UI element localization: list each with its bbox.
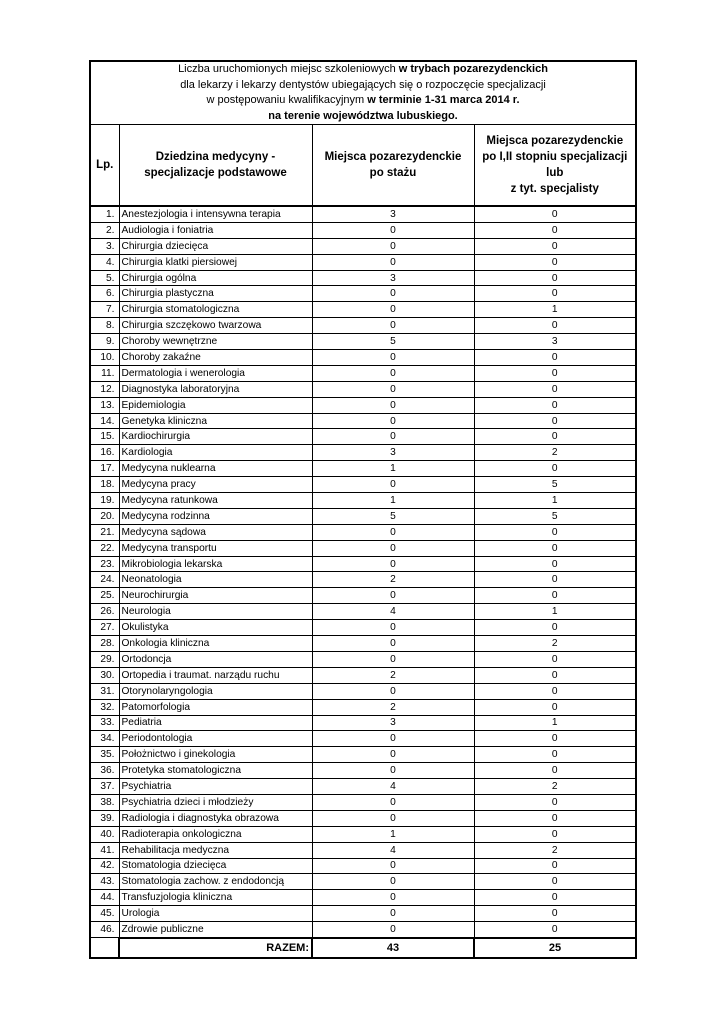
title-line-3-normal: w postępowaniu kwalifikacyjnym <box>206 94 368 106</box>
row-after-internship: 0 <box>312 302 474 318</box>
row-field-name: Neurochirurgia <box>119 588 312 604</box>
table-row <box>90 381 636 397</box>
row-after-specialization: 0 <box>474 318 636 334</box>
row-after-internship: 0 <box>312 540 474 556</box>
row-after-internship: 0 <box>312 747 474 763</box>
row-number: 7. <box>90 302 119 318</box>
row-after-specialization: 0 <box>474 365 636 381</box>
row-number: 32. <box>90 699 119 715</box>
table-row <box>90 620 636 636</box>
table-row <box>90 747 636 763</box>
row-field-name: Epidemiologia <box>119 397 312 413</box>
table-row <box>90 429 636 445</box>
row-field-name: Zdrowie publiczne <box>119 922 312 938</box>
row-field-name: Medycyna sądowa <box>119 524 312 540</box>
row-field-name: Położnictwo i ginekologia <box>119 747 312 763</box>
row-number: 23. <box>90 556 119 572</box>
row-field-name: Rehabilitacja medyczna <box>119 842 312 858</box>
table-row <box>90 715 636 731</box>
row-after-internship: 0 <box>312 413 474 429</box>
table-row <box>90 636 636 652</box>
row-after-specialization: 5 <box>474 508 636 524</box>
row-after-internship: 4 <box>312 604 474 620</box>
row-number: 22. <box>90 540 119 556</box>
row-after-specialization: 0 <box>474 794 636 810</box>
table-row <box>90 667 636 683</box>
table-row <box>90 270 636 286</box>
row-number: 18. <box>90 477 119 493</box>
row-field-name: Kardiochirurgia <box>119 429 312 445</box>
row-number: 3. <box>90 238 119 254</box>
row-after-specialization: 0 <box>474 556 636 572</box>
row-field-name: Kardiologia <box>119 445 312 461</box>
row-number: 26. <box>90 604 119 620</box>
row-number: 24. <box>90 572 119 588</box>
row-after-specialization: 0 <box>474 286 636 302</box>
row-after-internship: 0 <box>312 254 474 270</box>
table-row <box>90 810 636 826</box>
table-row <box>90 906 636 922</box>
row-after-specialization: 0 <box>474 699 636 715</box>
header-col2-line-1: Miejsca pozarezydenckie <box>486 135 624 147</box>
row-after-specialization: 0 <box>474 413 636 429</box>
row-field-name: Medycyna ratunkowa <box>119 493 312 509</box>
row-number: 8. <box>90 318 119 334</box>
row-after-specialization: 0 <box>474 254 636 270</box>
table-row <box>90 572 636 588</box>
table-row <box>90 254 636 270</box>
row-field-name: Mikrobiologia lekarska <box>119 556 312 572</box>
row-after-internship: 0 <box>312 350 474 366</box>
row-number: 38. <box>90 794 119 810</box>
row-number: 45. <box>90 906 119 922</box>
row-after-specialization: 0 <box>474 874 636 890</box>
row-after-internship: 0 <box>312 731 474 747</box>
row-after-internship: 0 <box>312 651 474 667</box>
table-row <box>90 334 636 350</box>
row-field-name: Chirurgia plastyczna <box>119 286 312 302</box>
row-field-name: Chirurgia dziecięca <box>119 238 312 254</box>
row-field-name: Medycyna transportu <box>119 540 312 556</box>
row-after-specialization: 0 <box>474 540 636 556</box>
row-number: 9. <box>90 334 119 350</box>
row-number: 2. <box>90 222 119 238</box>
header-col1-line-1: Miejsca pozarezydenckie <box>324 151 462 163</box>
row-field-name: Dermatologia i wenerologia <box>119 365 312 381</box>
specialization-table-sheet <box>89 60 635 959</box>
total-after-specialization: 25 <box>474 938 636 958</box>
row-after-internship: 1 <box>312 461 474 477</box>
row-after-specialization: 1 <box>474 493 636 509</box>
row-after-specialization: 0 <box>474 922 636 938</box>
row-number: 42. <box>90 858 119 874</box>
row-after-specialization: 2 <box>474 636 636 652</box>
row-after-internship: 3 <box>312 206 474 222</box>
table-row <box>90 508 636 524</box>
total-blank-cell <box>90 938 119 958</box>
row-after-specialization: 0 <box>474 429 636 445</box>
row-after-specialization: 0 <box>474 461 636 477</box>
row-after-internship: 0 <box>312 683 474 699</box>
row-number: 16. <box>90 445 119 461</box>
row-number: 1. <box>90 206 119 222</box>
row-field-name: Transfuzjologia kliniczna <box>119 890 312 906</box>
table-row <box>90 540 636 556</box>
row-after-specialization: 0 <box>474 222 636 238</box>
row-after-specialization: 0 <box>474 270 636 286</box>
table-row <box>90 493 636 509</box>
table-row <box>90 922 636 938</box>
row-after-specialization: 0 <box>474 906 636 922</box>
row-after-specialization: 5 <box>474 477 636 493</box>
header-col1-line-2: po stażu <box>369 167 417 179</box>
row-number: 15. <box>90 429 119 445</box>
row-number: 40. <box>90 826 119 842</box>
row-after-internship: 0 <box>312 588 474 604</box>
row-after-internship: 0 <box>312 874 474 890</box>
row-field-name: Medycyna nuklearna <box>119 461 312 477</box>
row-field-name: Okulistyka <box>119 620 312 636</box>
row-after-internship: 0 <box>312 397 474 413</box>
title-line-3-bold: w terminie 1-31 marca 2014 r. <box>367 94 520 106</box>
row-field-name: Urologia <box>119 906 312 922</box>
row-field-name: Stomatologia zachow. z endodoncją <box>119 874 312 890</box>
row-field-name: Choroby zakaźne <box>119 350 312 366</box>
header-field-line-1: Dziedzina medycyny - <box>155 151 276 163</box>
specialization-table <box>89 60 637 959</box>
row-field-name: Ortodoncja <box>119 651 312 667</box>
title-line-2: dla lekarzy i lekarzy dentystów ubiegających się o rozpoczęcie specjalizacji <box>180 78 546 91</box>
table-row <box>90 206 636 222</box>
row-field-name: Chirurgia klatki piersiowej <box>119 254 312 270</box>
row-field-name: Anestezjologia i intensywna terapia <box>119 206 312 222</box>
row-after-specialization: 1 <box>474 715 636 731</box>
row-after-internship: 3 <box>312 715 474 731</box>
row-field-name: Pediatria <box>119 715 312 731</box>
row-field-name: Protetyka stomatologiczna <box>119 763 312 779</box>
title-line-1-normal: Liczba uruchomionych miejsc szkoleniowych <box>178 63 399 75</box>
row-field-name: Chirurgia szczękowo twarzowa <box>119 318 312 334</box>
total-label: RAZEM: <box>119 938 312 958</box>
row-after-internship: 5 <box>312 334 474 350</box>
row-number: 41. <box>90 842 119 858</box>
row-field-name: Radioterapia onkologiczna <box>119 826 312 842</box>
row-after-internship: 1 <box>312 493 474 509</box>
row-after-specialization: 2 <box>474 779 636 795</box>
header-lp: Lp. <box>90 125 119 207</box>
table-body <box>90 206 636 938</box>
row-after-internship: 2 <box>312 667 474 683</box>
row-field-name: Medycyna rodzinna <box>119 508 312 524</box>
row-after-internship: 2 <box>312 699 474 715</box>
row-field-name: Periodontologia <box>119 731 312 747</box>
row-field-name: Stomatologia dziecięca <box>119 858 312 874</box>
row-number: 37. <box>90 779 119 795</box>
row-number: 36. <box>90 763 119 779</box>
row-number: 30. <box>90 667 119 683</box>
table-row <box>90 763 636 779</box>
row-field-name: Otorynolaryngologia <box>119 683 312 699</box>
row-after-internship: 0 <box>312 365 474 381</box>
table-row <box>90 731 636 747</box>
header-col2-line-4: z tyt. specjalisty <box>510 183 599 195</box>
table-row <box>90 318 636 334</box>
row-field-name: Chirurgia stomatologiczna <box>119 302 312 318</box>
table-row <box>90 238 636 254</box>
header-after-specialization <box>474 125 636 207</box>
row-after-internship: 0 <box>312 906 474 922</box>
title-line-4 <box>91 109 635 125</box>
row-after-specialization: 0 <box>474 238 636 254</box>
row-after-specialization: 0 <box>474 588 636 604</box>
row-after-internship: 0 <box>312 429 474 445</box>
table-row <box>90 699 636 715</box>
header-after-internship <box>312 125 474 207</box>
row-field-name: Psychiatria <box>119 779 312 795</box>
table-row <box>90 651 636 667</box>
row-number: 27. <box>90 620 119 636</box>
row-after-internship: 4 <box>312 779 474 795</box>
row-number: 6. <box>90 286 119 302</box>
row-field-name: Medycyna pracy <box>119 477 312 493</box>
row-after-specialization: 0 <box>474 667 636 683</box>
table-row <box>90 794 636 810</box>
row-after-internship: 0 <box>312 524 474 540</box>
row-after-specialization: 0 <box>474 826 636 842</box>
row-after-internship: 0 <box>312 222 474 238</box>
row-field-name: Diagnostyka laboratoryjna <box>119 381 312 397</box>
table-row <box>90 890 636 906</box>
row-field-name: Onkologia kliniczna <box>119 636 312 652</box>
row-after-internship: 0 <box>312 556 474 572</box>
table-row <box>90 858 636 874</box>
table-row <box>90 779 636 795</box>
row-number: 25. <box>90 588 119 604</box>
row-after-specialization: 0 <box>474 683 636 699</box>
row-field-name: Psychiatria dzieci i młodzieży <box>119 794 312 810</box>
table-row <box>90 445 636 461</box>
row-after-specialization: 0 <box>474 890 636 906</box>
row-after-specialization: 0 <box>474 620 636 636</box>
row-number: 29. <box>90 651 119 667</box>
row-after-specialization: 2 <box>474 842 636 858</box>
table-row <box>90 874 636 890</box>
title-line-1 <box>91 62 635 78</box>
row-field-name: Patomorfologia <box>119 699 312 715</box>
row-after-internship: 2 <box>312 572 474 588</box>
row-field-name: Chirurgia ogólna <box>119 270 312 286</box>
row-field-name: Ortopedia i traumat. narządu ruchu <box>119 667 312 683</box>
row-after-specialization: 2 <box>474 445 636 461</box>
row-after-specialization: 0 <box>474 763 636 779</box>
row-number: 12. <box>90 381 119 397</box>
row-after-internship: 0 <box>312 810 474 826</box>
title-line-3 <box>91 93 635 109</box>
table-row <box>90 477 636 493</box>
row-number: 10. <box>90 350 119 366</box>
row-number: 14. <box>90 413 119 429</box>
header-field <box>119 125 312 207</box>
table-title <box>90 61 636 125</box>
row-number: 43. <box>90 874 119 890</box>
row-after-specialization: 0 <box>474 350 636 366</box>
total-row <box>90 938 636 958</box>
header-field-line-2: specjalizacje podstawowe <box>144 167 287 179</box>
row-after-internship: 0 <box>312 318 474 334</box>
row-after-internship: 3 <box>312 445 474 461</box>
table-row <box>90 683 636 699</box>
row-after-specialization: 0 <box>474 858 636 874</box>
row-field-name: Neonatologia <box>119 572 312 588</box>
row-after-internship: 5 <box>312 508 474 524</box>
row-after-internship: 0 <box>312 922 474 938</box>
table-row <box>90 604 636 620</box>
row-number: 5. <box>90 270 119 286</box>
table-row <box>90 222 636 238</box>
row-field-name: Choroby wewnętrzne <box>119 334 312 350</box>
row-number: 17. <box>90 461 119 477</box>
table-row <box>90 350 636 366</box>
table-row <box>90 413 636 429</box>
row-after-internship: 0 <box>312 381 474 397</box>
row-after-specialization: 0 <box>474 524 636 540</box>
table-row <box>90 461 636 477</box>
table-row <box>90 826 636 842</box>
row-after-internship: 0 <box>312 858 474 874</box>
row-after-internship: 3 <box>312 270 474 286</box>
table-row <box>90 397 636 413</box>
table-row <box>90 588 636 604</box>
row-after-internship: 0 <box>312 763 474 779</box>
row-after-internship: 0 <box>312 620 474 636</box>
table-row <box>90 524 636 540</box>
row-number: 46. <box>90 922 119 938</box>
row-after-specialization: 0 <box>474 747 636 763</box>
row-number: 11. <box>90 365 119 381</box>
row-after-specialization: 0 <box>474 397 636 413</box>
row-number: 28. <box>90 636 119 652</box>
row-after-internship: 0 <box>312 286 474 302</box>
row-after-internship: 0 <box>312 890 474 906</box>
table-row <box>90 286 636 302</box>
row-after-specialization: 0 <box>474 731 636 747</box>
row-field-name: Neurologia <box>119 604 312 620</box>
table-row <box>90 302 636 318</box>
row-after-internship: 0 <box>312 794 474 810</box>
total-after-internship: 43 <box>312 938 474 958</box>
row-after-internship: 1 <box>312 826 474 842</box>
row-after-specialization: 1 <box>474 302 636 318</box>
row-number: 33. <box>90 715 119 731</box>
row-after-internship: 0 <box>312 636 474 652</box>
row-number: 4. <box>90 254 119 270</box>
row-after-internship: 0 <box>312 238 474 254</box>
row-after-specialization: 0 <box>474 651 636 667</box>
row-number: 34. <box>90 731 119 747</box>
row-after-specialization: 1 <box>474 604 636 620</box>
row-number: 39. <box>90 810 119 826</box>
table-row <box>90 365 636 381</box>
row-after-specialization: 3 <box>474 334 636 350</box>
header-row <box>90 125 636 207</box>
row-after-specialization: 0 <box>474 572 636 588</box>
row-number: 21. <box>90 524 119 540</box>
row-after-internship: 4 <box>312 842 474 858</box>
title-line-4-bold: na terenie województwa lubuskiego. <box>268 109 458 122</box>
title-line-1-bold: w trybach pozarezydenckich <box>398 63 548 75</box>
row-after-specialization: 0 <box>474 810 636 826</box>
row-field-name: Audiologia i foniatria <box>119 222 312 238</box>
row-number: 13. <box>90 397 119 413</box>
row-after-specialization: 0 <box>474 206 636 222</box>
row-number: 44. <box>90 890 119 906</box>
header-col2-line-2: po I,II stopniu specjalizacji <box>482 151 628 163</box>
table-row <box>90 842 636 858</box>
table-row <box>90 556 636 572</box>
row-number: 31. <box>90 683 119 699</box>
row-after-specialization: 0 <box>474 381 636 397</box>
row-number: 19. <box>90 493 119 509</box>
row-after-internship: 0 <box>312 477 474 493</box>
row-field-name: Radiologia i diagnostyka obrazowa <box>119 810 312 826</box>
row-number: 20. <box>90 508 119 524</box>
row-number: 35. <box>90 747 119 763</box>
row-field-name: Genetyka kliniczna <box>119 413 312 429</box>
header-col2-line-3: lub <box>546 167 564 179</box>
